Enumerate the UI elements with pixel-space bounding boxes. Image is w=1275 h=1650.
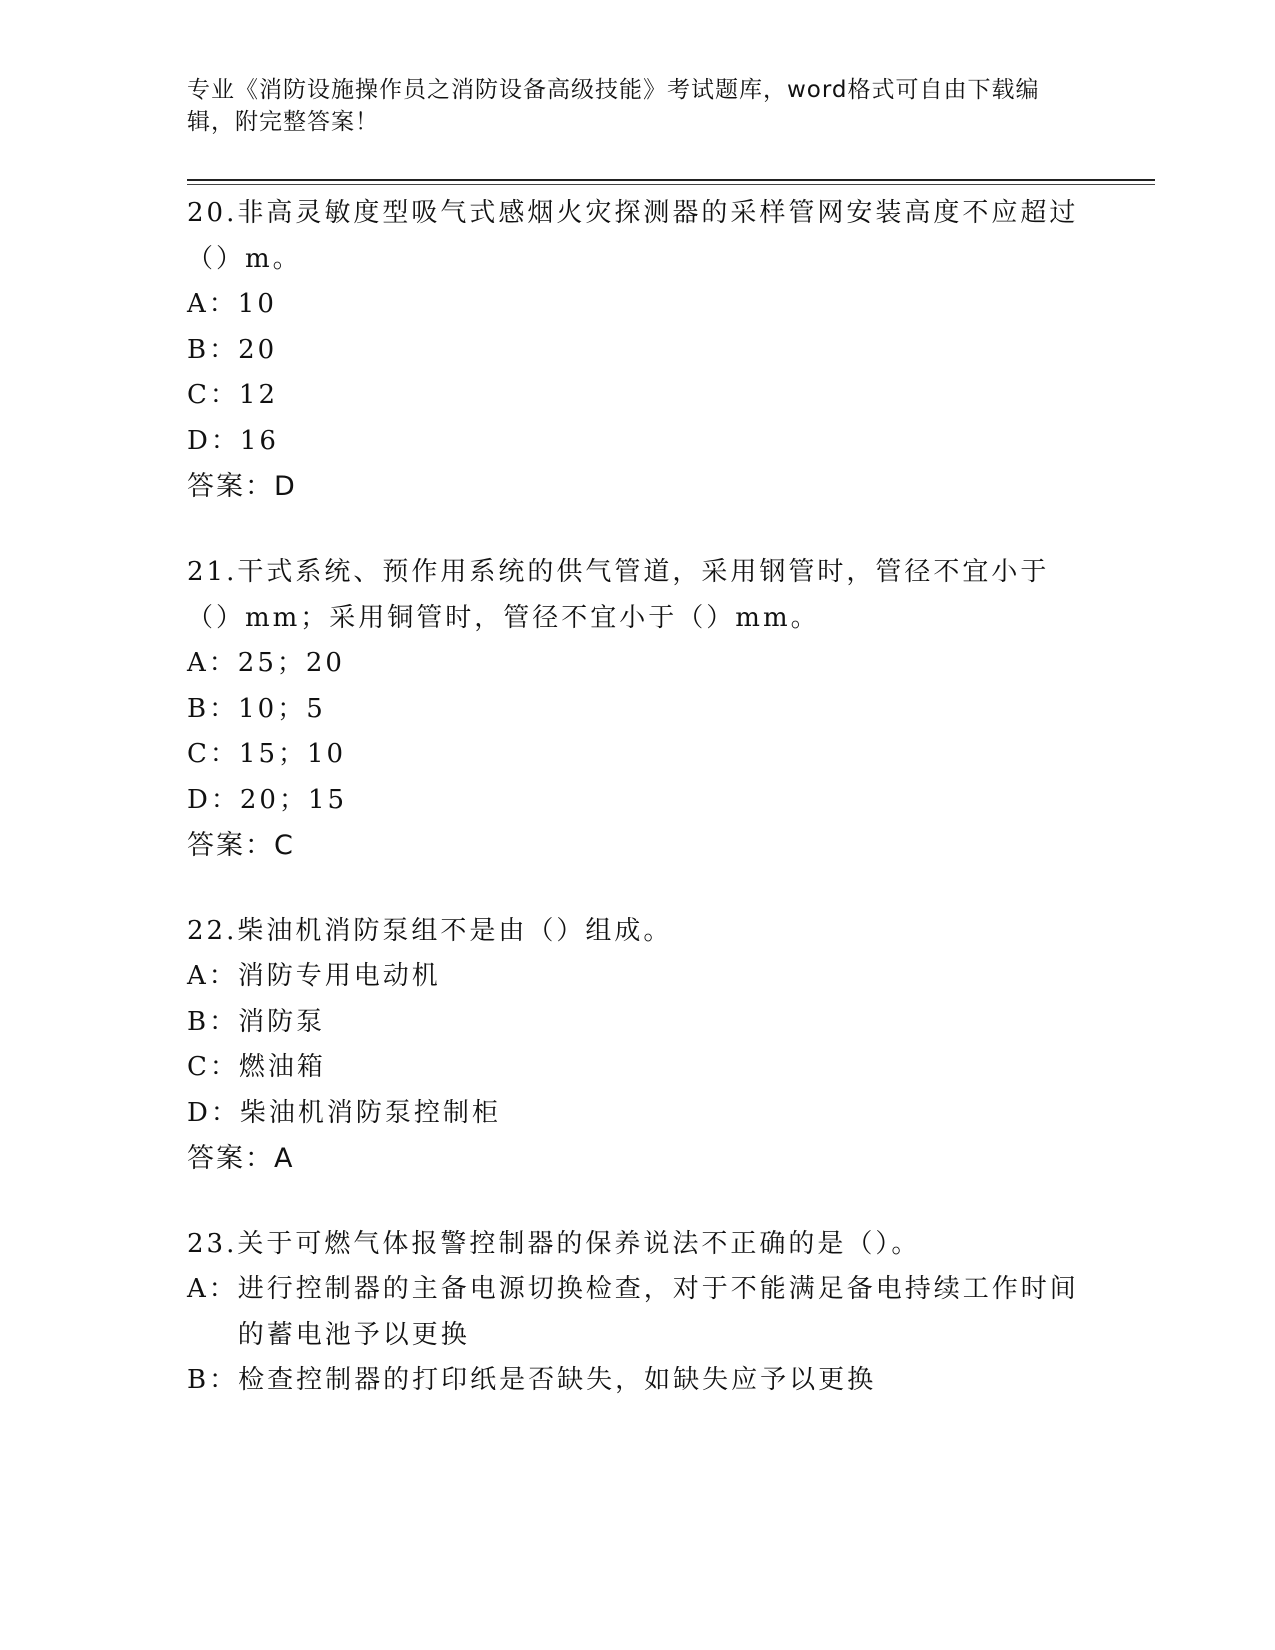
answer-line: 答案：A [187, 1143, 295, 1174]
option-text: 柴油机消防泵控制柜 [239, 1097, 501, 1128]
option-letter: A： [187, 1274, 238, 1304]
option-letter: D： [187, 425, 240, 456]
option-d [187, 1091, 1087, 1137]
option-b [187, 1358, 1087, 1404]
option-text: 消防泵 [238, 1006, 326, 1037]
option-letter: A： [187, 289, 238, 319]
option-letter: B： [187, 693, 239, 724]
option-text: 12 [238, 380, 278, 410]
option-text: 10；5 [238, 693, 326, 724]
option-letter: C： [187, 380, 239, 410]
option-text: 16 [239, 425, 279, 456]
question-stem: 23.关于可燃气体报警控制器的保养说法不正确的是（）。 [187, 1229, 921, 1259]
option-c [187, 373, 1087, 419]
option-letter: A： [187, 648, 238, 678]
option-b [187, 687, 1087, 733]
option-b [187, 328, 1087, 374]
option-a [187, 954, 1087, 1000]
option-text: 检查控制器的打印纸是否缺失，如缺失应予以更换 [238, 1365, 877, 1395]
option-letter: C： [187, 739, 239, 769]
option-text: 20；15 [239, 784, 348, 815]
option-letter: B： [187, 334, 239, 365]
answer-line: 答案：C [187, 830, 295, 861]
header-divider-thick [187, 179, 1155, 181]
question-stem: 22.柴油机消防泵组不是由（）组成。 [187, 916, 673, 946]
question-20 [187, 190, 1087, 510]
question-list [187, 190, 1087, 1443]
option-letter: C： [187, 1052, 239, 1082]
question-23 [187, 1221, 1087, 1404]
option-letter: B： [187, 1006, 239, 1037]
option-text: 20 [238, 334, 278, 365]
option-c [187, 1045, 1087, 1091]
option-b [187, 1000, 1087, 1046]
document-intro: 专业《消防设施操作员之消防设备高级技能》考试题库，word格式可自由下载编辑，附完整答案！ [187, 77, 1040, 135]
question-stem: 20.非高灵敏度型吸气式感烟火灾探测器的采样管网安装高度不应超过（）m。 [187, 198, 1079, 274]
option-a [187, 641, 1087, 687]
option-d [187, 778, 1087, 824]
option-c [187, 732, 1087, 778]
option-text: 15；10 [238, 739, 347, 769]
option-text: 消防专用电动机 [237, 961, 441, 991]
answer-line: 答案：D [187, 471, 297, 502]
option-text: 燃油箱 [238, 1052, 326, 1082]
option-text: 10 [237, 289, 277, 319]
option-letter: B： [187, 1365, 239, 1395]
question-21 [187, 549, 1087, 869]
option-text: 进行控制器的主备电源切换检查，对于不能满足备电持续工作时间的蓄电池予以更换 [237, 1274, 1079, 1350]
option-a [187, 1267, 1087, 1358]
option-a [187, 282, 1087, 328]
option-letter: A： [187, 961, 238, 991]
option-letter: D： [187, 784, 240, 815]
question-stem: 21.干式系统、预作用系统的供气管道，采用钢管时，管径不宜小于（）mm；采用铜管时，管径不宜小于（）mm。 [187, 557, 1050, 633]
option-letter: D： [187, 1097, 240, 1128]
header-divider-thin [187, 184, 1155, 185]
option-text: 25；20 [237, 648, 345, 678]
option-d [187, 419, 1087, 465]
question-22 [187, 908, 1087, 1182]
